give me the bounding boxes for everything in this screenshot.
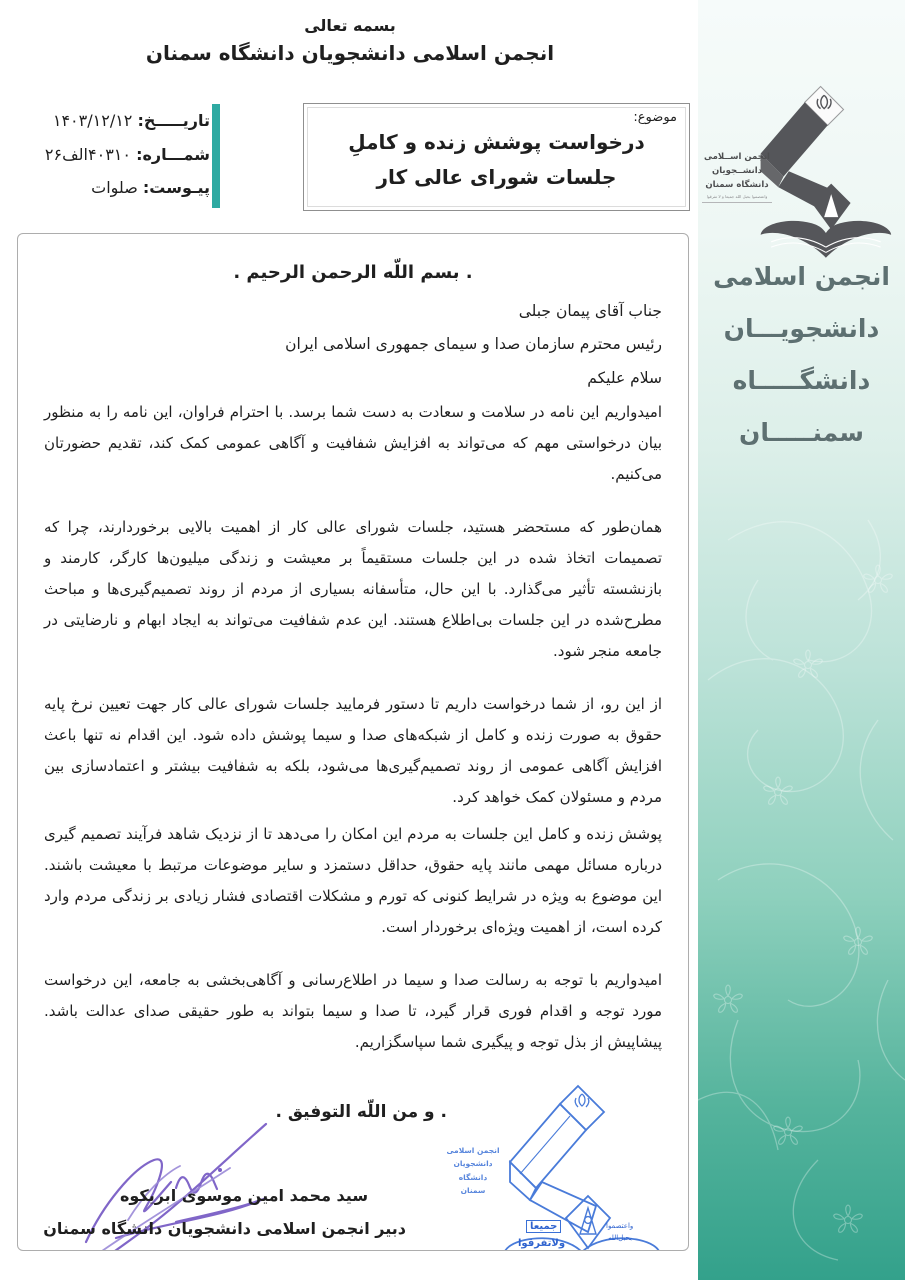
logo-caption-line: انجمن اســلامی bbox=[704, 152, 770, 162]
paragraph-1: امیدواریم این نامه در سلامت و سعادت به دست شما برسد. با احترام فراوان، این نامه را به منظور بیان درخواستی مهم که می‌تواند به افزایش شفافیت و آگاهی عمومی کمک کند، تقدیم حضورتان می‌کنیم. bbox=[44, 402, 662, 484]
attachment-row bbox=[20, 171, 210, 205]
bismillah-header: بسمه تعالی bbox=[304, 16, 396, 35]
paragraph-5: امیدواریم با توجه به رسالت صدا و سیما در اطلاع‌رسانی و آگاهی‌بخشی به جامعه، این درخواست مورد توجه و اقدام فوری قرار گیرد، تا صدا و سیما بتواند به طور حقیقی صدای عدالت باشد. پیشاپیش از بذل توجه و پیگیری شما سپاسگزاریم. bbox=[44, 970, 662, 1051]
association-logo-emblem-icon bbox=[750, 78, 900, 268]
attachment-label: پیـوست: bbox=[142, 178, 210, 198]
meta-box bbox=[20, 104, 210, 205]
sidebar-organization-name bbox=[698, 262, 905, 470]
subject-box bbox=[303, 103, 690, 211]
stamp-caption-line: سمنان bbox=[460, 1186, 486, 1196]
stamp-banner-text: جمیعا bbox=[526, 1220, 561, 1233]
logo-caption-line: دانشگاه سمنان bbox=[705, 180, 769, 191]
official-stamp bbox=[444, 1082, 679, 1251]
subject-line-2: جلسات شورای عالی کار bbox=[376, 165, 617, 189]
stamp-book-text-right-1: واعتصموا bbox=[606, 1221, 634, 1230]
sidebar-line: دانشجویـــان bbox=[723, 314, 880, 343]
stamp-emblem-icon bbox=[474, 1082, 679, 1251]
sidebar-line: انجمن اسلامی bbox=[713, 262, 890, 291]
salutation: سلام علیکم bbox=[587, 368, 662, 387]
letter-body bbox=[17, 233, 689, 1251]
recipient-title: رئیس محترم سازمان صدا و سیمای جمهوری اسلامی ایران bbox=[285, 335, 662, 354]
signatory-title: دبیر انجمن اسلامی دانشجویان دانشگاه سمنان bbox=[43, 1218, 406, 1238]
number-label: شمـــاره: bbox=[136, 144, 210, 164]
signature-area bbox=[44, 1080, 662, 1251]
number-row bbox=[20, 138, 210, 172]
date-row bbox=[20, 104, 210, 138]
attachment-value: صلوات bbox=[91, 178, 138, 198]
logo-caption bbox=[702, 150, 772, 203]
logo-caption-line: دانشــجویان bbox=[711, 166, 763, 177]
basmala: . بسم اللّه الرحمن الرحیم . bbox=[233, 262, 473, 283]
paragraph-4: پوشش زنده و کامل این جلسات به مردم این امکان را می‌دهد تا از نزدیک شاهد فرآیند تصمیم گیری درباره مسائل مهمی مانند پایه حقوق، حداقل دستمزد و سایر موضوعات مرتبط با معیشت باشند. این موضوع به ویژه در شرایط کنونی که تورم و مشکلات اقتصادی فشار زیادی بر زندگی مردم وارد کرده است، از اهمیت ویژه‌ای برخوردار است. bbox=[44, 824, 662, 936]
stamp-caption-line: دانشگاه bbox=[458, 1172, 488, 1182]
stamp-book-text-right-2: بحبل‌الله bbox=[608, 1233, 633, 1242]
stamp-caption-line: انجمن اسلامی bbox=[446, 1145, 500, 1155]
subject-line-1: درخواست پوشش زنده و کاملِ bbox=[348, 130, 645, 154]
signatory-name: سید محمد امین موسوی ابریکوه bbox=[119, 1185, 369, 1205]
stamp-book-text-left: ولاتفرقوا bbox=[518, 1237, 566, 1249]
closing-phrase: . و من اللّه التوفیق . bbox=[275, 1101, 447, 1122]
date-value: ۱۴۰۳/۱۲/۱۲ bbox=[52, 111, 133, 130]
organization-title: انجمن اسلامی دانشجویان دانشگاه سمنان bbox=[145, 41, 555, 65]
number-value: ۴۰۳۱۰الف۲۶ bbox=[44, 144, 131, 164]
paragraph-2: همان‌طور که مستحضر هستید، جلسات شورای عالی کار از اهمیت بالایی برخوردارند، چرا که تصمیمات اتخاذ شده در این جلسات مستقیماً بر معیشت و زندگی میلیون‌ها کارگر، کارمند و بازنشسته تأثیر می‌گذارد. با این حال، متأسفانه بسیاری از مردم از روند تصمیم‌گیری‌ها و مباحث مطرح‌شده در این جلسات بی‌اطلاع هستند. این عدم شفافیت می‌تواند به ایجاد ابهام و نارضایتی در جامعه منجر شود. bbox=[44, 518, 662, 661]
letterhead bbox=[0, 16, 700, 65]
subject-label: موضوع: bbox=[633, 110, 677, 125]
teal-accent-bar bbox=[212, 104, 220, 208]
sidebar-line: دانشگـــــاه bbox=[732, 366, 871, 395]
recipient-name: جناب آقای پیمان جبلی bbox=[518, 302, 662, 320]
sidebar-line: سمنـــــان bbox=[739, 418, 864, 447]
association-logo bbox=[698, 78, 905, 268]
date-label: تاریـــــخ: bbox=[137, 111, 210, 130]
stamp-caption bbox=[444, 1144, 502, 1198]
sidebar bbox=[698, 0, 905, 1280]
paragraph-3: از این رو، از شما درخواست داریم تا دستور فرمایید جلسات شورای عالی کار جهت تعیین نرخ پایه حقوق به صورت زنده و کامل از شبکه‌های صدا و سیما پوشش داده شود. این اقدام نه تنها باعث افزایش آگاهی عمومی از روند تصمیم‌گیری‌ها می‌شود، بلکه به شفافیت بیشتر و اعتمادسازی بین مردم و مسئولان کمک خواهد کرد. bbox=[44, 695, 662, 807]
floral-pattern-decoration bbox=[698, 460, 905, 1280]
stamp-caption-line: دانشجویان bbox=[453, 1159, 493, 1169]
logo-caption-verse: واعتصموا بحبل الله جمیعا و لا تفرقوا bbox=[702, 194, 772, 203]
